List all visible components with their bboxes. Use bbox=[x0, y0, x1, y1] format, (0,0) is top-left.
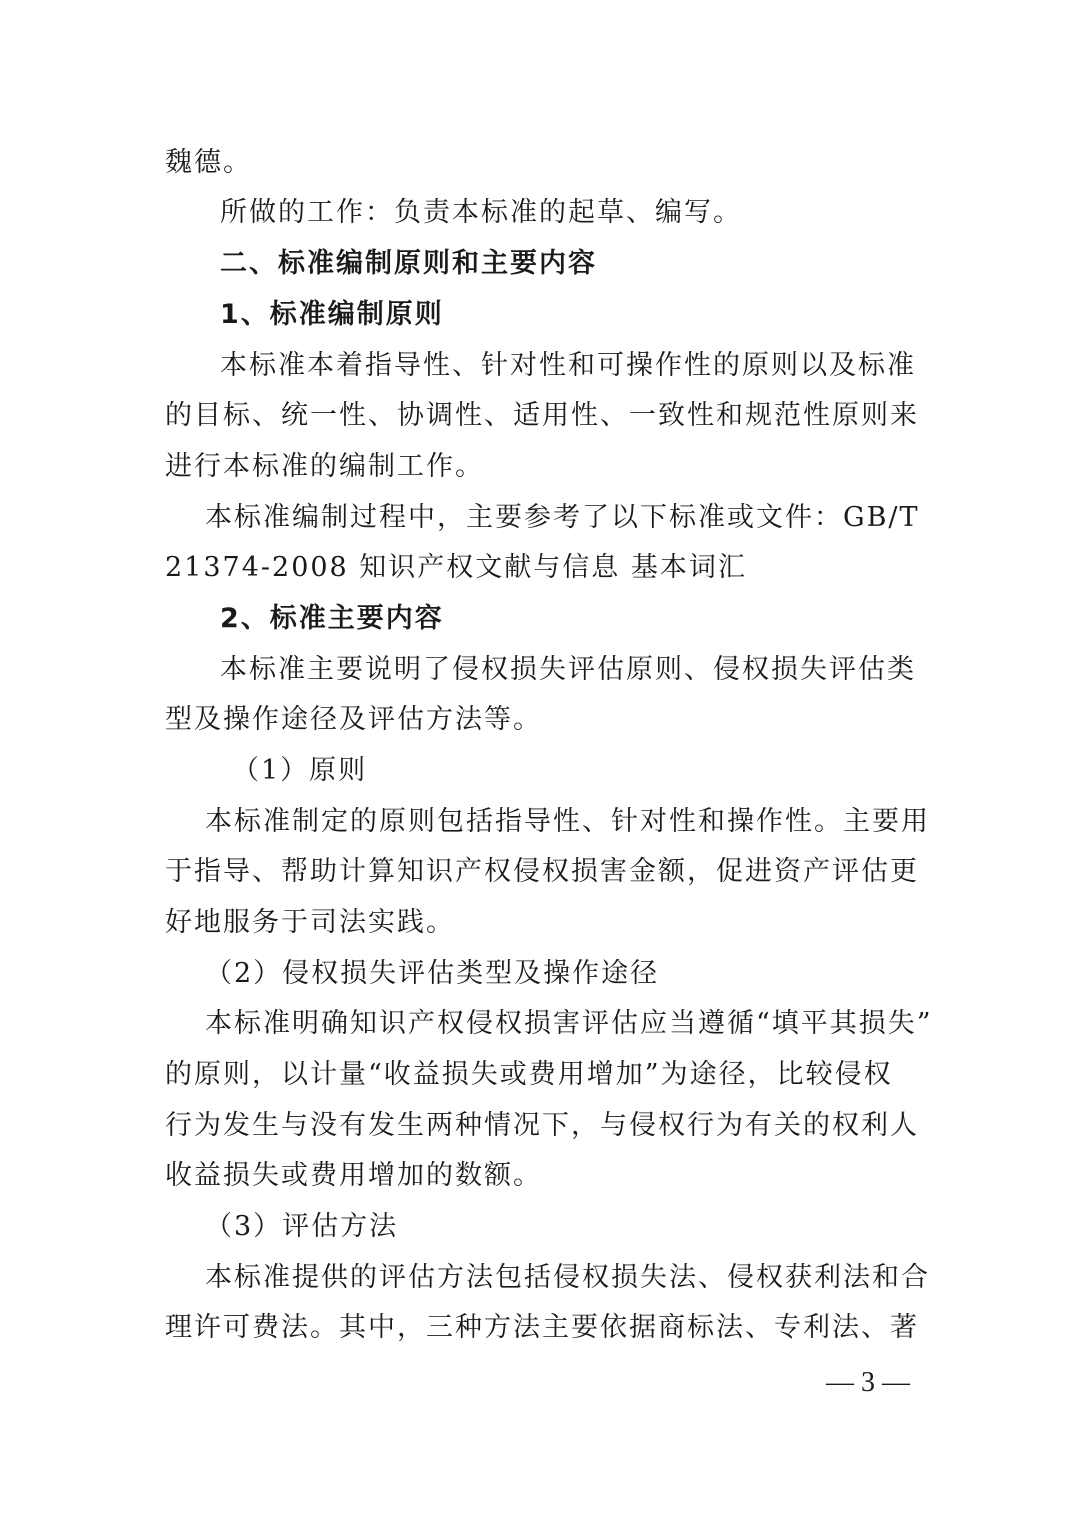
body-text-line: 理许可费法。其中，三种方法主要依据商标法、专利法、著 bbox=[165, 1312, 919, 1343]
subsection-heading: 2、标准主要内容 bbox=[220, 603, 444, 634]
body-text-line: 本标准编制过程中，主要参考了以下标准或文件：GB/T bbox=[205, 502, 920, 533]
body-text-line: 于指导、帮助计算知识产权侵权损害金额，促进资产评估更 bbox=[165, 856, 919, 887]
body-text-line: 好地服务于司法实践。 bbox=[165, 907, 455, 938]
body-text-line: 魏德。 bbox=[165, 147, 252, 178]
body-text-line: 本标准本着指导性、针对性和可操作性的原则以及标准 bbox=[220, 350, 916, 381]
body-text-line: 本标准主要说明了侵权损失评估原则、侵权损失评估类 bbox=[220, 654, 916, 685]
item-heading: （1）原则 bbox=[232, 755, 368, 786]
body-text-line: 本标准明确知识产权侵权损害评估应当遵循“填平其损失” bbox=[205, 1008, 933, 1039]
body-text-line: 所做的工作：负责本标准的起草、编写。 bbox=[220, 197, 742, 228]
body-text-line: 型及操作途径及评估方法等。 bbox=[165, 704, 542, 735]
body-text-line: 的原则，以计量“收益损失或费用增加”为途径，比较侵权 bbox=[165, 1059, 893, 1090]
body-text-line: 本标准提供的评估方法包括侵权损失法、侵权获利法和合 bbox=[205, 1262, 930, 1293]
body-text-line: 21374-2008 知识产权文献与信息 基本词汇 bbox=[165, 552, 747, 583]
item-heading: （2）侵权损失评估类型及操作途径 bbox=[205, 958, 660, 989]
page-number: — 3 — bbox=[826, 1367, 910, 1398]
item-heading: （3）评估方法 bbox=[205, 1211, 399, 1242]
section-heading: 二、标准编制原则和主要内容 bbox=[220, 248, 597, 279]
subsection-heading: 1、标准编制原则 bbox=[220, 299, 444, 330]
body-text-line: 本标准制定的原则包括指导性、针对性和操作性。主要用 bbox=[205, 806, 930, 837]
body-text-line: 进行本标准的编制工作。 bbox=[165, 451, 484, 482]
body-text-line: 收益损失或费用增加的数额。 bbox=[165, 1160, 542, 1191]
body-text-line: 行为发生与没有发生两种情况下，与侵权行为有关的权利人 bbox=[165, 1110, 919, 1141]
body-text-line: 的目标、统一性、协调性、适用性、一致性和规范性原则来 bbox=[165, 400, 919, 431]
